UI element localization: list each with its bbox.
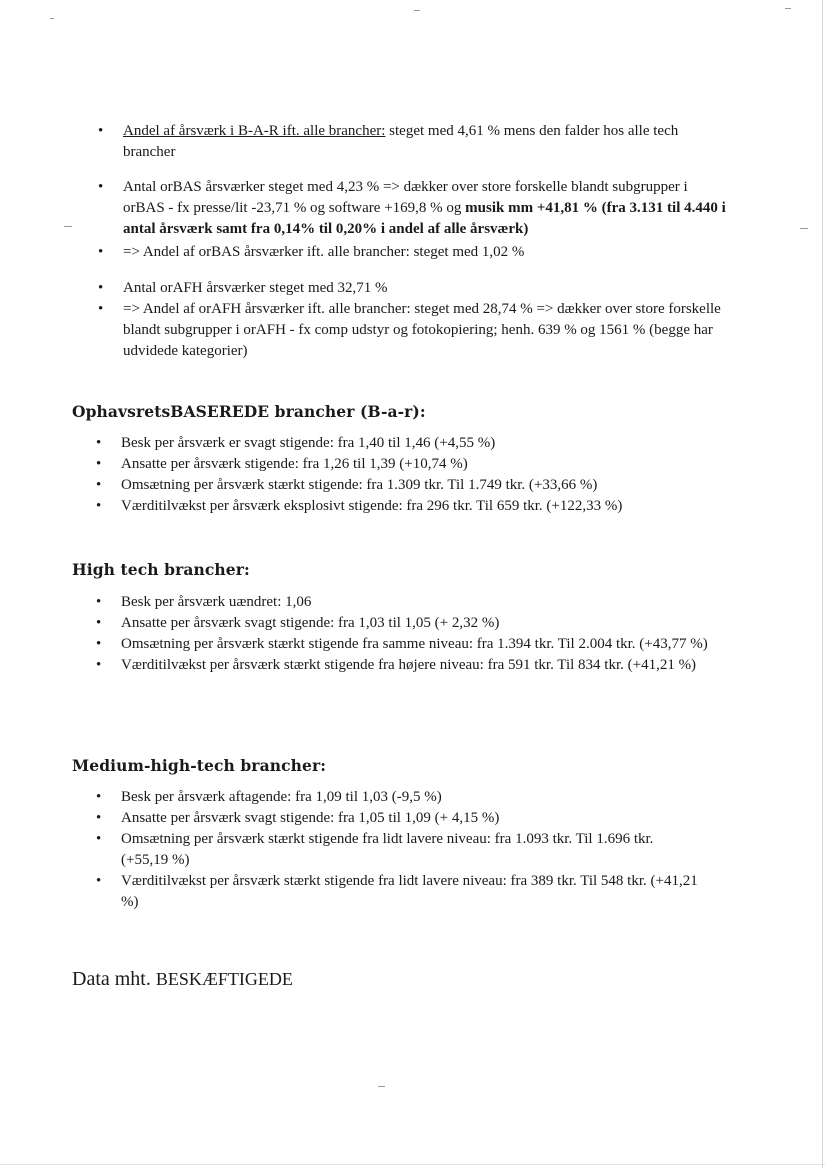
list-item bbox=[96, 592, 731, 613]
bullet-text: Omsætning per årsværk stærkt stigende: fra 1.309 tkr. Til 1.749 tkr. (+33,66 %) bbox=[121, 477, 598, 493]
section-heading: Medium-high-tech brancher: bbox=[72, 756, 327, 775]
scan-speck bbox=[64, 226, 72, 227]
section-bullet-list bbox=[96, 787, 701, 913]
scan-speck bbox=[785, 8, 791, 9]
scan-speck bbox=[414, 10, 420, 11]
bullet-text: Værditilvækst per årsværk eksplosivt stigende: fra 296 tkr. Til 659 tkr. (+122,33 %) bbox=[121, 498, 623, 514]
bullet-icon: • bbox=[96, 456, 102, 472]
list-item bbox=[96, 454, 741, 475]
list-item bbox=[96, 613, 731, 634]
bullet-icon: • bbox=[96, 657, 102, 673]
scan-speck bbox=[378, 1086, 385, 1087]
bullet-icon: • bbox=[96, 498, 102, 514]
page-edge-bottom bbox=[0, 1164, 825, 1165]
section-heading: High tech brancher: bbox=[72, 560, 250, 579]
bullet-icon: • bbox=[96, 435, 102, 451]
bullet-icon: • bbox=[96, 873, 102, 889]
list-item bbox=[98, 299, 733, 362]
list-item bbox=[96, 433, 741, 454]
bullet-icon: • bbox=[96, 636, 102, 652]
section-heading: OphavsretsBASEREDE brancher (B-a-r): bbox=[72, 402, 426, 421]
bullet-text: Ansatte per årsværk svagt stigende: fra 1,05 til 1,09 (+ 4,15 %) bbox=[121, 810, 500, 826]
list-item bbox=[96, 475, 741, 496]
list-item bbox=[96, 871, 701, 913]
bullet-text: Ansatte per årsværk stigende: fra 1,26 til 1,39 (+10,74 %) bbox=[121, 456, 468, 472]
section-bullet-list bbox=[96, 433, 741, 517]
bullet-text: Værditilvækst per årsværk stærkt stigende fra højere niveau: fra 591 tkr. Til 834 tkr. (+41,21 %) bbox=[121, 657, 697, 673]
bullet-icon: • bbox=[98, 244, 104, 260]
bullet-icon: • bbox=[96, 594, 102, 610]
bullet-text: Besk per årsværk uændret: 1,06 bbox=[121, 594, 312, 610]
list-item bbox=[96, 829, 701, 871]
list-item bbox=[96, 787, 701, 808]
bullet-text: Værditilvækst per årsværk stærkt stigende fra lidt lavere niveau: fra 389 tkr. Til 548 tkr. (+41,21 %) bbox=[121, 873, 698, 910]
bullet-icon: • bbox=[98, 301, 104, 317]
list-item bbox=[98, 177, 733, 240]
section-bullet-list bbox=[96, 592, 731, 676]
bullet-icon: • bbox=[98, 179, 104, 195]
list-item bbox=[96, 655, 731, 676]
bullet-text: Antal orAFH årsværker steget med 32,71 % bbox=[123, 280, 388, 296]
bullet-text: Besk per årsværk er svagt stigende: fra 1,40 til 1,46 (+4,55 %) bbox=[121, 435, 496, 451]
page-edge-right bbox=[822, 0, 823, 1168]
bullet-text: => Andel af orBAS årsværker ift. alle brancher: steget med 1,02 % bbox=[123, 244, 525, 260]
bullet-label: Andel af årsværk i B-A-R ift. alle brancher: bbox=[123, 123, 386, 139]
list-item bbox=[96, 808, 701, 829]
bullet-text: Omsætning per årsværk stærkt stigende fra samme niveau: fra 1.394 tkr. Til 2.004 tkr. (+43,77 %) bbox=[121, 636, 708, 652]
data-heading-prefix: Data mht. bbox=[72, 968, 156, 990]
data-heading-caps: BESKÆFTIGEDE bbox=[155, 969, 293, 989]
bullet-text: Besk per årsværk aftagende: fra 1,09 til 1,03 (-9,5 %) bbox=[121, 789, 442, 805]
bullet-icon: • bbox=[96, 615, 102, 631]
bullet-text: => Andel af orAFH årsværker ift. alle brancher: steget med 28,74 % => dækker over store forskelle blandt subgrupper i orAFH - fx comp udstyr og fotokopiering; henh. 639 % og 1561 % (begge har udvidede kategorier) bbox=[123, 301, 721, 359]
bullet-icon: • bbox=[96, 477, 102, 493]
data-heading bbox=[72, 968, 293, 991]
intro-bullet-list bbox=[98, 121, 733, 362]
scan-speck bbox=[50, 18, 54, 19]
list-item bbox=[98, 242, 733, 263]
bullet-icon: • bbox=[96, 831, 102, 847]
scan-speck bbox=[800, 228, 808, 229]
list-item bbox=[98, 121, 733, 163]
bullet-text: Omsætning per årsværk stærkt stigende fra lidt lavere niveau: fra 1.093 tkr. Til 1.696 tkr. (+55,19 %) bbox=[121, 831, 654, 868]
bullet-icon: • bbox=[96, 789, 102, 805]
bullet-text: Antal orBAS årsværker steget med 4,23 % => dækker over store forskelle blandt subgrupper i orBAS - fx presse/lit -23,71 % og software +169,8 % og bbox=[123, 179, 688, 216]
list-item bbox=[96, 634, 731, 655]
bullet-icon: • bbox=[98, 123, 104, 139]
list-item bbox=[96, 496, 741, 517]
bullet-icon: • bbox=[96, 810, 102, 826]
bullet-icon: • bbox=[98, 280, 104, 296]
bullet-text: Ansatte per årsværk svagt stigende: fra 1,03 til 1,05 (+ 2,32 %) bbox=[121, 615, 500, 631]
bullet-text: steget med 4,61 % mens den falder hos alle tech brancher bbox=[123, 123, 679, 160]
list-item bbox=[98, 278, 733, 299]
bullet-text-bold: musik mm +41,81 % (fra 3.131 til 4.440 i antal årsværk samt fra 0,14% til 0,20% i andel af alle årsværk) bbox=[123, 200, 726, 237]
